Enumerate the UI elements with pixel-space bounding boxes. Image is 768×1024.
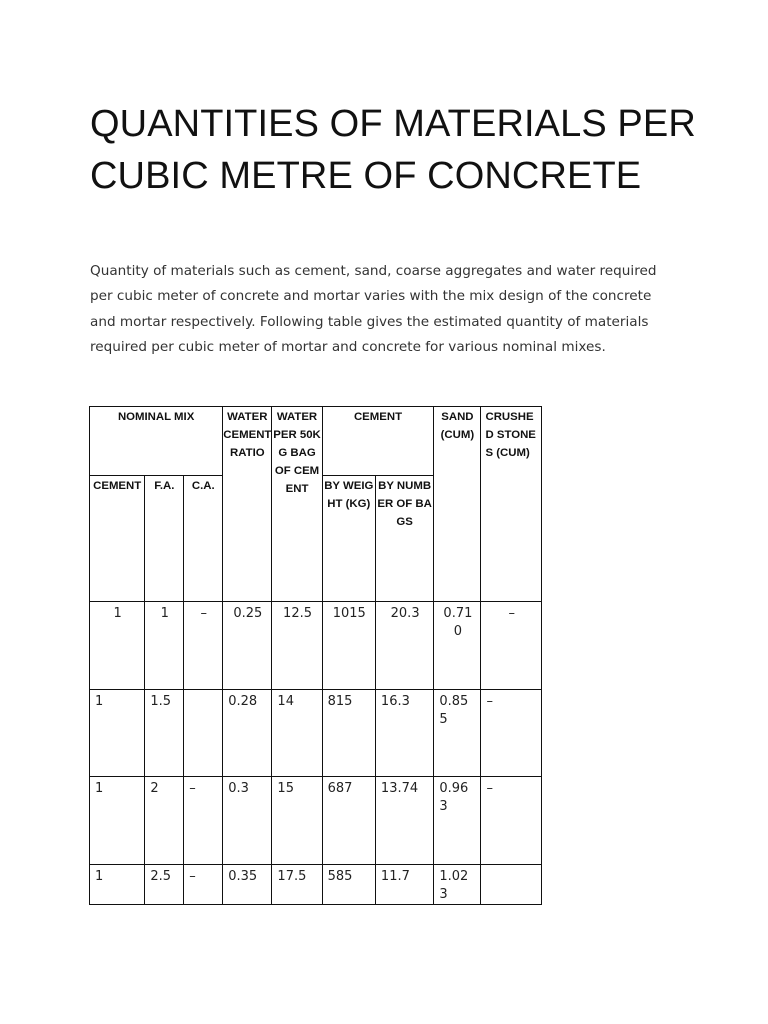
cell-ca: – bbox=[184, 777, 223, 865]
cell-weight: 687 bbox=[322, 777, 375, 865]
cell-bags: 13.74 bbox=[375, 777, 433, 865]
cell-fa: 1.5 bbox=[145, 690, 184, 777]
cell-water: 17.5 bbox=[272, 865, 322, 905]
cell-cement: 1 bbox=[90, 690, 145, 777]
cell-bags: 20.3 bbox=[375, 602, 433, 690]
cell-wcr: 0.25 bbox=[223, 602, 272, 690]
header-nominal-mix: NOMINAL MIX bbox=[90, 407, 223, 476]
materials-table bbox=[89, 406, 542, 905]
header-fa: F.A. bbox=[145, 476, 184, 602]
header-crushed-stones: CRUSHED STONES (CUM) bbox=[481, 407, 542, 602]
header-by-bags: BY NUMBER OF BAGS bbox=[375, 476, 433, 602]
cell-fa: 1 bbox=[145, 602, 184, 690]
header-ca: C.A. bbox=[184, 476, 223, 602]
cell-sand: 0.855 bbox=[434, 690, 481, 777]
cell-bags: 16.3 bbox=[375, 690, 433, 777]
cell-stones: – bbox=[481, 690, 542, 777]
cell-water: 14 bbox=[272, 690, 322, 777]
header-cement: CEMENT bbox=[322, 407, 434, 476]
cell-fa: 2.5 bbox=[145, 865, 184, 905]
cell-sand: 0.710 bbox=[434, 602, 481, 690]
cell-stones: – bbox=[481, 777, 542, 865]
cell-water: 12.5 bbox=[272, 602, 322, 690]
cell-fa: 2 bbox=[145, 777, 184, 865]
cell-stones: – bbox=[481, 602, 542, 690]
header-row-top bbox=[90, 407, 542, 476]
table-row bbox=[90, 865, 542, 905]
cell-ca bbox=[184, 690, 223, 777]
table-row bbox=[90, 602, 542, 690]
cell-weight: 585 bbox=[322, 865, 375, 905]
header-water-per-bag: WATER PER 50KG BAG OF CEMENT bbox=[272, 407, 322, 602]
cell-cement: 1 bbox=[90, 602, 145, 690]
cell-ca: – bbox=[184, 602, 223, 690]
cell-ca: – bbox=[184, 865, 223, 905]
header-by-weight: BY WEIGHT (KG) bbox=[322, 476, 375, 602]
table-row bbox=[90, 690, 542, 777]
page-title: QUANTITIES OF MATERIALS PER CUBIC METRE OF CONCRETE bbox=[90, 103, 696, 197]
header-water-cement-ratio: WATER CEMENT RATIO bbox=[223, 407, 272, 602]
header-cement-part: CEMENT bbox=[90, 476, 145, 602]
cell-water: 15 bbox=[272, 777, 322, 865]
cell-wcr: 0.28 bbox=[223, 690, 272, 777]
cell-weight: 1015 bbox=[322, 602, 375, 690]
cell-bags: 11.7 bbox=[375, 865, 433, 905]
cell-sand: 1.023 bbox=[434, 865, 481, 905]
cell-wcr: 0.3 bbox=[223, 777, 272, 865]
cell-cement: 1 bbox=[90, 865, 145, 905]
table-row bbox=[90, 777, 542, 865]
cell-stones bbox=[481, 865, 542, 905]
cell-sand: 0.963 bbox=[434, 777, 481, 865]
cell-weight: 815 bbox=[322, 690, 375, 777]
intro-paragraph: Quantity of materials such as cement, sand, coarse aggregates and water required per cubic meter of concrete and mortar varies with the mix design of the concrete and mortar respectively. Following table gives the estimated quantity of materials required per cubic meter of mortar and concrete for various nominal mixes. bbox=[90, 263, 657, 356]
header-sand: SAND (CUM) bbox=[434, 407, 481, 602]
cell-cement: 1 bbox=[90, 777, 145, 865]
cell-wcr: 0.35 bbox=[223, 865, 272, 905]
